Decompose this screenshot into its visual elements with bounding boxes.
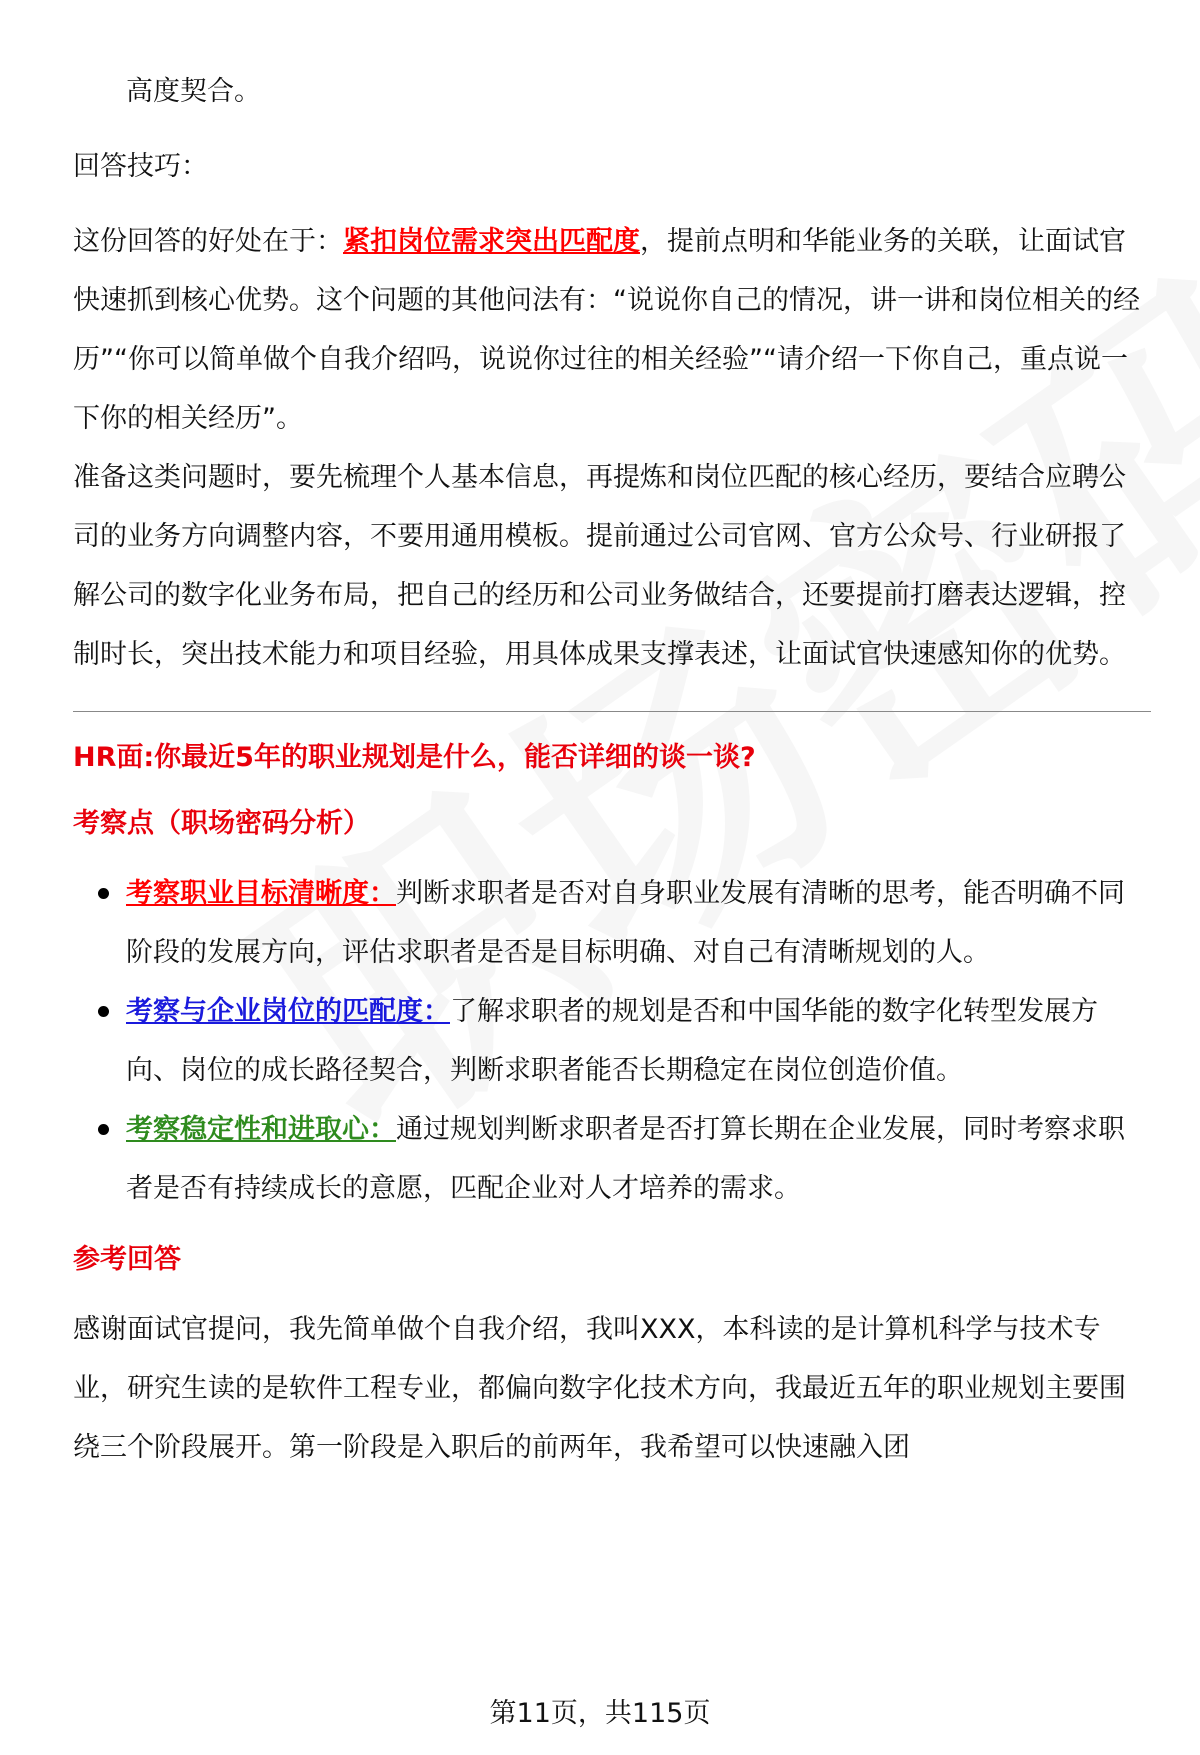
bullet-text: 通过规划判断求职者是否打算长期在企业发展，同时考察求职者是否有持续成长的意愿，匹配企业对人才培养的需求。 — [126, 1114, 1125, 1204]
page-content — [73, 62, 1151, 1477]
list-item — [73, 982, 1151, 1100]
list-item — [73, 864, 1151, 982]
bullet-label: 考察稳定性和进取心： — [126, 1114, 396, 1145]
reference-heading: 参考回答 — [73, 1244, 181, 1275]
question-heading: HR面:你最近5年的职业规划是什么，能否详细的谈一谈? — [73, 742, 756, 773]
tips-p1-post: ，提前点明和华能业务的关联，让面试官快速抓到核心优势。这个问题的其他问法有：“说说你自己的情况，讲一讲和岗位相关的经历”“你可以简单做个自我介绍吗，说说你过往的相关经验”“请介绍一下你自己，重点说一下你的相关经历”。 — [73, 226, 1140, 434]
bullet-label: 考察职业目标清晰度： — [126, 878, 396, 909]
bullet-icon — [98, 1124, 109, 1135]
tips-p1-pre: 这份回答的好处在于： — [73, 226, 343, 257]
continued-line: 高度契合。 — [126, 76, 261, 107]
list-item — [73, 1100, 1151, 1218]
tips-paragraph-1 — [73, 212, 1151, 448]
bullet-text: 判断求职者是否对自身职业发展有清晰的思考，能否明确不同阶段的发展方向，评估求职者是否是目标明确、对自己有清晰规划的人。 — [126, 878, 1125, 968]
tips-paragraph-2: 准备这类问题时，要先梳理个人基本信息，再提炼和岗位匹配的核心经历，要结合应聘公司的业务方向调整内容，不要用通用模板。提前通过公司官网、官方公众号、行业研报了解公司的数字化业务布局，把自己的经历和公司业务做结合，还要提前打磨表达逻辑，控制时长，突出技术能力和项目经验，用具体成果支撑表述，让面试官快速感知你的优势。 — [73, 462, 1126, 670]
bullet-icon — [98, 888, 109, 899]
tips-label: 回答技巧： — [73, 151, 208, 182]
bullet-text: 了解求职者的规划是否和中国华能的数字化转型发展方向、岗位的成长路径契合，判断求职者能否长期稳定在岗位创造价值。 — [126, 996, 1098, 1086]
analysis-list — [73, 864, 1151, 1218]
reference-answer: 感谢面试官提问，我先简单做个自我介绍，我叫XXX，本科读的是计算机科学与技术专业，研究生读的是软件工程专业，都偏向数字化技术方向，我最近五年的职业规划主要围绕三个阶段展开。第一阶段是入职后的前两年，我希望可以快速融入团 — [73, 1314, 1126, 1463]
page-number: 第11页，共115页 — [489, 1698, 711, 1729]
analysis-heading: 考察点（职场密码分析） — [73, 808, 370, 839]
bullet-label: 考察与企业岗位的匹配度： — [126, 996, 450, 1027]
bullet-icon — [98, 1006, 109, 1017]
tips-p1-highlight: 紧扣岗位需求突出匹配度 — [343, 226, 640, 257]
